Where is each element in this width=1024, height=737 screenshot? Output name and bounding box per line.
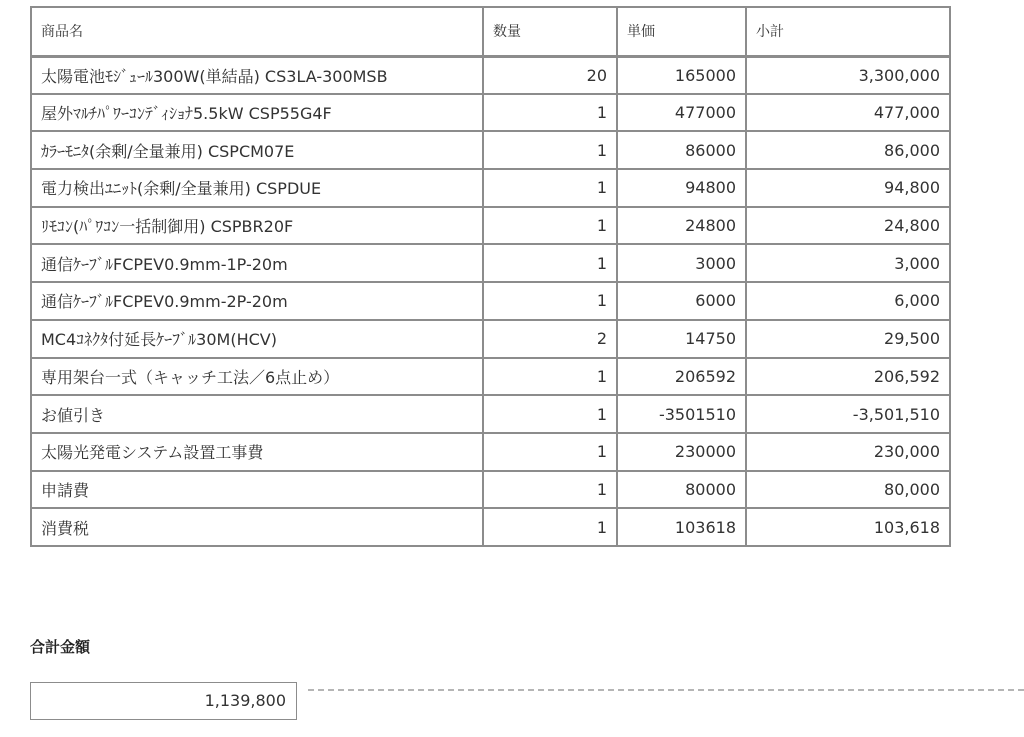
- cell-quantity: 1: [483, 471, 617, 509]
- header-product-name: 商品名: [31, 7, 483, 56]
- table-row: [31, 169, 950, 207]
- cell-unit-price: 24800: [617, 207, 746, 245]
- cell-product-name: 太陽光発電システム設置工事費: [31, 433, 483, 471]
- cell-product-name: MC4ｺﾈｸﾀ付延長ｹｰﾌﾞﾙ30M(HCV): [31, 320, 483, 358]
- cell-unit-price: 3000: [617, 244, 746, 282]
- cell-subtotal: 29,500: [746, 320, 950, 358]
- cell-product-name: 申請費: [31, 471, 483, 509]
- total-amount-field[interactable]: 1,139,800: [30, 682, 297, 720]
- cell-quantity: 1: [483, 282, 617, 320]
- cell-quantity: 1: [483, 169, 617, 207]
- table-row: [31, 131, 950, 169]
- cell-quantity: 1: [483, 207, 617, 245]
- table-row: [31, 207, 950, 245]
- header-subtotal: 小計: [746, 7, 950, 56]
- cell-product-name: 屋外ﾏﾙﾁﾊﾟﾜｰｺﾝﾃﾞｨｼｮﾅ5.5kW CSP55G4F: [31, 94, 483, 132]
- cell-quantity: 1: [483, 508, 617, 546]
- cell-subtotal: 477,000: [746, 94, 950, 132]
- cell-quantity: 1: [483, 395, 617, 433]
- table-row: [31, 282, 950, 320]
- cell-unit-price: 94800: [617, 169, 746, 207]
- cell-subtotal: 103,618: [746, 508, 950, 546]
- cell-quantity: 20: [483, 56, 617, 94]
- header-quantity: 数量: [483, 7, 617, 56]
- quote-items-table: [30, 6, 951, 547]
- cell-product-name: 太陽電池ﾓｼﾞｭｰﾙ300W(単結晶) CS3LA-300MSB: [31, 56, 483, 94]
- cell-product-name: 通信ｹｰﾌﾞﾙFCPEV0.9mm-1P-20m: [31, 244, 483, 282]
- table-row: [31, 433, 950, 471]
- cell-unit-price: 103618: [617, 508, 746, 546]
- table-row: [31, 320, 950, 358]
- cell-unit-price: 80000: [617, 471, 746, 509]
- cell-subtotal: 6,000: [746, 282, 950, 320]
- cell-quantity: 1: [483, 244, 617, 282]
- cell-product-name: 専用架台一式（キャッチ工法／6点止め）: [31, 358, 483, 396]
- cell-unit-price: 86000: [617, 131, 746, 169]
- cell-subtotal: 94,800: [746, 169, 950, 207]
- cell-unit-price: 14750: [617, 320, 746, 358]
- table-row: [31, 56, 950, 94]
- cell-subtotal: 3,000: [746, 244, 950, 282]
- cell-product-name: ﾘﾓｺﾝ(ﾊﾟﾜｺﾝ一括制御用) CSPBR20F: [31, 207, 483, 245]
- cell-unit-price: 230000: [617, 433, 746, 471]
- table-row: [31, 94, 950, 132]
- cell-product-name: 通信ｹｰﾌﾞﾙFCPEV0.9mm-2P-20m: [31, 282, 483, 320]
- cell-subtotal: -3,501,510: [746, 395, 950, 433]
- header-unit-price: 単価: [617, 7, 746, 56]
- table-row: [31, 244, 950, 282]
- total-amount-label: 合計金額: [30, 638, 91, 656]
- cell-product-name: ｶﾗｰﾓﾆﾀ(余剰/全量兼用) CSPCM07E: [31, 131, 483, 169]
- cell-unit-price: -3501510: [617, 395, 746, 433]
- table-row: [31, 471, 950, 509]
- cell-unit-price: 477000: [617, 94, 746, 132]
- cell-quantity: 2: [483, 320, 617, 358]
- cell-subtotal: 206,592: [746, 358, 950, 396]
- cell-unit-price: 206592: [617, 358, 746, 396]
- table-row: [31, 508, 950, 546]
- cell-subtotal: 24,800: [746, 207, 950, 245]
- cell-quantity: 1: [483, 433, 617, 471]
- cell-unit-price: 6000: [617, 282, 746, 320]
- table-header-row: [31, 7, 950, 56]
- cell-subtotal: 3,300,000: [746, 56, 950, 94]
- cell-product-name: 消費税: [31, 508, 483, 546]
- table-row: [31, 395, 950, 433]
- cell-subtotal: 230,000: [746, 433, 950, 471]
- cell-product-name: 電力検出ﾕﾆｯﾄ(余剰/全量兼用) CSPDUE: [31, 169, 483, 207]
- cell-product-name: お値引き: [31, 395, 483, 433]
- table-row: [31, 358, 950, 396]
- cell-quantity: 1: [483, 131, 617, 169]
- cell-unit-price: 165000: [617, 56, 746, 94]
- cell-quantity: 1: [483, 358, 617, 396]
- cell-subtotal: 80,000: [746, 471, 950, 509]
- cell-subtotal: 86,000: [746, 131, 950, 169]
- cell-quantity: 1: [483, 94, 617, 132]
- divider-line: [308, 689, 1024, 691]
